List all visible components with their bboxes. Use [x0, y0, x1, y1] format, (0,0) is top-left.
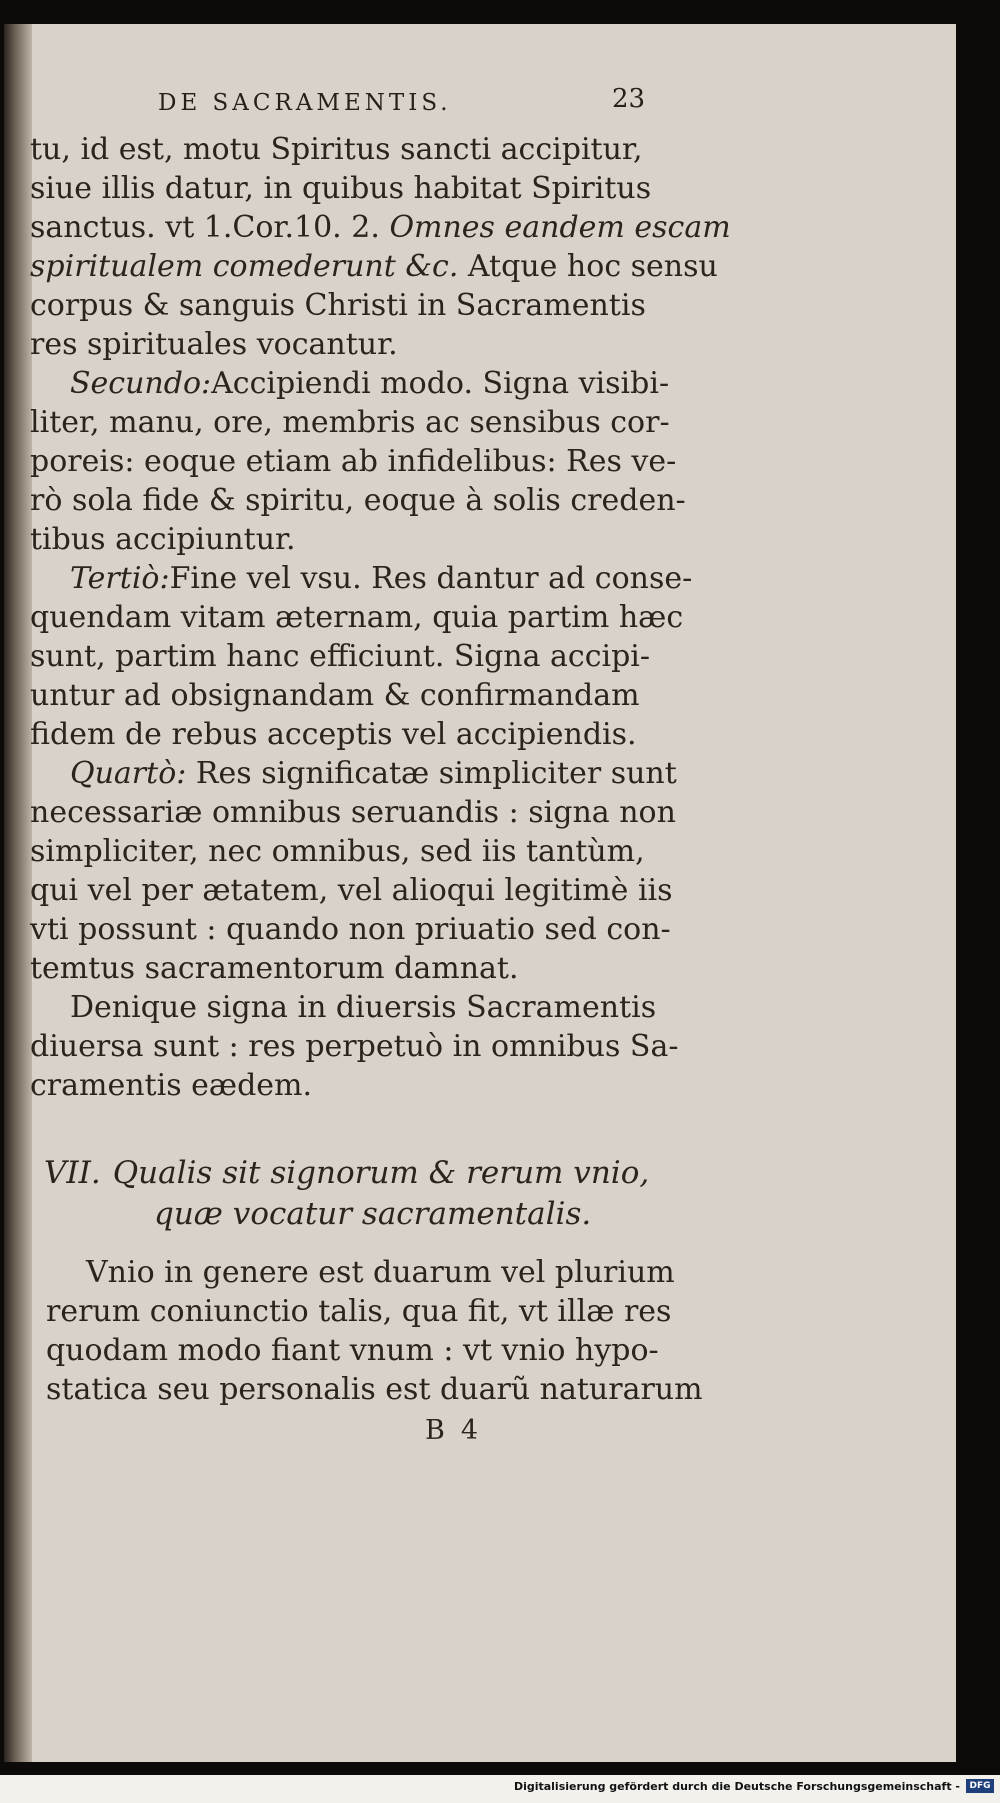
text-line [30, 208, 731, 247]
text-line: res spirituales vocantur. [30, 327, 398, 362]
text-line: tibus accipiuntur. [30, 522, 296, 557]
text-segment: sanctus. vt 1.Cor.10. 2. [30, 210, 380, 245]
heading-line [44, 1155, 649, 1191]
paragraph-label: Quartò: [70, 756, 187, 791]
page-gutter [4, 24, 32, 1762]
text-segment: Atque hoc sensu [467, 249, 718, 284]
italic-quote: spiritualem comederunt &c. [30, 249, 459, 284]
digitization-credit: Digitalisierung gefördert durch die Deutsche Forschungsgemeinschaft - [513, 1780, 960, 1793]
signature-number: 4 [460, 1415, 495, 1446]
text-line: poreis: eoque etiam ab infidelibus: Res ve- [30, 444, 677, 479]
dfg-logo-badge: DFG [966, 1779, 994, 1793]
text-segment: Accipiendi modo. Signa visibi- [211, 366, 670, 401]
section-heading [44, 1153, 664, 1235]
text-line: quodam modo fiant vnum : vt vnio hypo- [46, 1333, 659, 1368]
text-line: quendam vitam æternam, quia partim hæc [30, 600, 684, 635]
text-line: liter, manu, ore, membris ac sensibus cor- [30, 405, 670, 440]
text-line: diuersa sunt : res perpetuò in omnibus Sa- [30, 1029, 679, 1064]
text-line: rerum coniunctio talis, qua fit, vt illæ res [46, 1294, 672, 1329]
text-line: vti possunt : quando non priuatio sed con- [30, 912, 671, 947]
text-line: statica seu personalis est duarũ naturarum [46, 1372, 703, 1407]
text-line: cramentis eædem. [30, 1068, 313, 1103]
text-line: temtus sacramentorum damnat. [30, 951, 519, 986]
page-number: 23 [612, 84, 646, 114]
text-line: fidem de rebus acceptis vel accipiendis. [30, 717, 637, 752]
italic-quote: Omnes eandem escam [389, 210, 731, 245]
text-segment: Fine vel vsu. Res dantur ad conse- [169, 561, 693, 596]
text-line: qui vel per ætatem, vel alioqui legitimè iis [30, 873, 673, 908]
text-line: corpus & sanguis Christi in Sacramentis [30, 288, 646, 323]
text-line: siue illis datur, in quibus habitat Spiritus [30, 171, 652, 206]
signature-letter: B [425, 1415, 461, 1446]
body-text-lower [46, 1253, 703, 1409]
text-line: simpliciter, nec omnibus, sed iis tantùm, [30, 834, 645, 869]
signature-mark [425, 1415, 494, 1446]
text-line: tu, id est, motu Spiritus sancti accipitur, [30, 132, 643, 167]
section-number: VII. [44, 1155, 101, 1191]
text-line: rò sola fide & spiritu, eoque à solis creden- [30, 483, 686, 518]
text-line [30, 559, 693, 598]
text-line: Vnio in genere est duarum vel plurium [86, 1255, 675, 1290]
text-line [30, 754, 677, 793]
section-title: Qualis sit signorum & rerum vnio, [112, 1155, 650, 1191]
section-title-continued: quæ vocatur sacramentalis. [154, 1196, 592, 1232]
text-line: untur ad obsignandam & confirmandam [30, 678, 640, 713]
paragraph-label: Secundo: [70, 366, 212, 401]
paragraph-label: Tertiò: [70, 561, 170, 596]
text-line: sunt, partim hanc efficiunt. Signa accipi- [30, 639, 651, 674]
text-line: Denique signa in diuersis Sacramentis [70, 990, 657, 1025]
running-title: DE SACRAMENTIS. [158, 90, 452, 116]
body-text-upper [30, 130, 731, 1105]
text-line [30, 364, 670, 403]
text-segment: Res significatæ simpliciter sunt [195, 756, 677, 791]
text-line [30, 247, 718, 286]
text-line: necessariæ omnibus seruandis : signa non [30, 795, 676, 830]
